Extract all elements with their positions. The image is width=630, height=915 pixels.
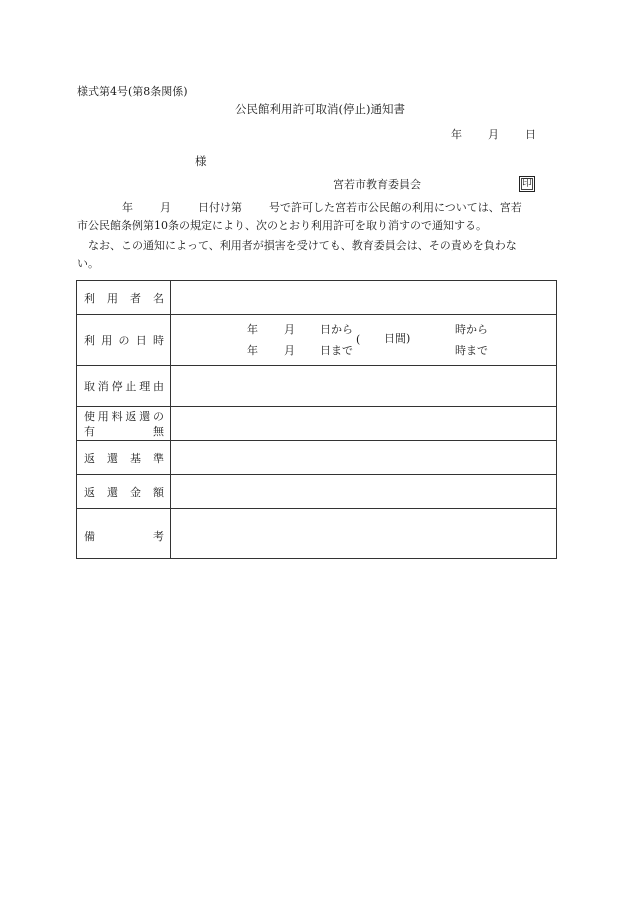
value-remarks xyxy=(171,509,557,559)
document-title: 公民館利用許可取消(停止)通知書 xyxy=(235,102,405,116)
days-count: 日間) xyxy=(384,332,411,345)
body-month: 月 xyxy=(160,201,171,214)
value-datetime xyxy=(171,315,557,366)
to-day: 日まで xyxy=(320,344,353,357)
label-char: 時 xyxy=(153,334,164,347)
body-year: 年 xyxy=(122,201,133,214)
label-char: 使 xyxy=(84,410,95,423)
body-line1-rest: 号で許可した宮若市公民館の利用については、宮若 xyxy=(269,201,522,214)
label-char: 還 xyxy=(139,410,151,423)
label-char: 利 xyxy=(84,334,95,347)
form-number: 様式第4号(第8条関係) xyxy=(77,85,188,98)
label-char: 由 xyxy=(152,380,164,393)
table-row-refund-basis xyxy=(77,441,557,475)
label-char: 止 xyxy=(125,380,137,393)
label-char: 額 xyxy=(153,485,164,499)
label-char: 還 xyxy=(107,485,118,499)
label-char: 準 xyxy=(153,451,164,465)
label-char: 取 xyxy=(84,380,95,393)
from-month: 月 xyxy=(284,323,295,336)
table-row-reason xyxy=(77,366,557,407)
label-refund-amount xyxy=(84,484,164,500)
body-line4: い。 xyxy=(77,257,99,270)
body-paragraph-1 xyxy=(77,199,557,235)
label-char: 利 xyxy=(84,291,95,305)
label-char: 者 xyxy=(130,291,141,305)
table-row-datetime xyxy=(77,315,557,366)
date-month: 月 xyxy=(488,128,499,141)
label-reason xyxy=(84,378,164,394)
from-time: 時から xyxy=(455,323,488,336)
label-char: 用 xyxy=(97,410,109,423)
label-refund-yes: 有 xyxy=(84,425,95,438)
label-refund-line2 xyxy=(84,424,164,439)
label-char: 金 xyxy=(130,485,141,499)
label-char: 停 xyxy=(111,380,123,393)
label-refund-basis xyxy=(84,450,164,466)
label-char: 返 xyxy=(125,410,137,423)
label-remarks-a: 備 xyxy=(84,530,95,543)
issue-date xyxy=(451,129,536,140)
to-year: 年 xyxy=(247,344,258,357)
seal-stamp: 印 xyxy=(519,176,535,192)
label-datetime xyxy=(84,332,164,348)
label-refund-no: 無 xyxy=(153,425,164,438)
label-char: 還 xyxy=(107,451,118,465)
from-year: 年 xyxy=(247,323,258,336)
date-year: 年 xyxy=(451,128,462,141)
value-user-name xyxy=(171,281,557,315)
value-refund-amount xyxy=(171,475,557,509)
addressee-suffix: 様 xyxy=(195,154,207,168)
label-remarks-b: 考 xyxy=(153,530,164,543)
value-reason xyxy=(171,366,557,407)
label-remarks xyxy=(84,528,164,544)
label-char: 消 xyxy=(97,380,109,393)
label-char: 日 xyxy=(135,334,147,347)
label-char: 基 xyxy=(130,451,141,465)
label-char: 返 xyxy=(84,451,95,465)
issuer-name: 宮若市教育委員会 xyxy=(333,178,421,191)
days-paren-open: ( xyxy=(356,333,361,346)
notice-details-table xyxy=(76,280,557,559)
to-month: 月 xyxy=(284,344,295,357)
label-char: 用 xyxy=(107,291,118,305)
value-refund-flag xyxy=(171,407,557,441)
table-row-user-name xyxy=(77,281,557,315)
label-char: 名 xyxy=(153,291,164,305)
label-char: 理 xyxy=(139,380,151,393)
date-day: 日 xyxy=(525,128,536,141)
label-char: 料 xyxy=(111,410,123,423)
to-time: 時まで xyxy=(455,344,488,357)
body-paragraph-2 xyxy=(77,237,557,273)
label-char: の xyxy=(152,410,164,423)
table-row-refund-flag xyxy=(77,407,557,441)
body-line3: なお、この通知によって、利用者が損害を受けても、教育委員会は、その責めを負わな xyxy=(88,239,517,252)
label-char: 返 xyxy=(84,485,95,499)
label-user-name xyxy=(84,290,164,306)
value-refund-basis xyxy=(171,441,557,475)
label-char: 用 xyxy=(101,334,113,347)
label-char: の xyxy=(118,334,130,347)
label-refund-line1 xyxy=(84,409,164,424)
from-day: 日から xyxy=(320,323,353,336)
table-row-refund-amount xyxy=(77,475,557,509)
body-day-ref: 日付け第 xyxy=(198,201,242,214)
table-row-remarks xyxy=(77,509,557,559)
body-line2: 市公民館条例第10条の規定により、次のとおり利用許可を取り消すので通知する。 xyxy=(77,219,487,232)
